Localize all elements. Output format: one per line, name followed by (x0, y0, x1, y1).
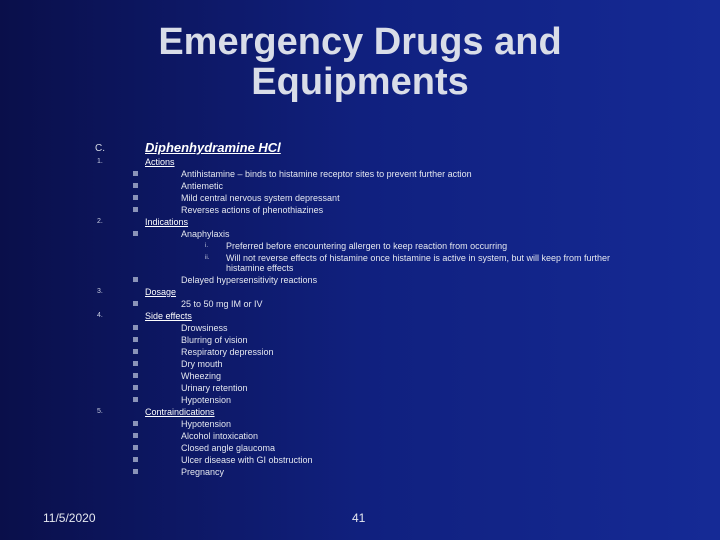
square-bullet-icon (133, 457, 138, 462)
list-item (0, 168, 720, 180)
square-bullet-icon (133, 385, 138, 390)
list-item (0, 346, 720, 358)
section-heading-row (0, 406, 720, 418)
section-number: 5. (97, 408, 103, 415)
section-number: 4. (97, 312, 103, 319)
list-item-text: Pregnancy (181, 467, 225, 477)
section-heading: Dosage (145, 287, 177, 297)
section-heading: Actions (145, 157, 175, 167)
list-item (0, 192, 720, 204)
list-item-text: Reverses actions of phenothiazines (181, 205, 324, 215)
list-item (0, 370, 720, 382)
square-bullet-icon (133, 469, 138, 474)
list-item-text: Antiemetic (181, 181, 224, 191)
slide-title (0, 22, 720, 102)
square-bullet-icon (133, 207, 138, 212)
list-item-text: Drowsiness (181, 323, 228, 333)
square-bullet-icon (133, 183, 138, 188)
list-item (0, 430, 720, 442)
sub-list-item (0, 240, 720, 252)
list-item (0, 180, 720, 192)
section-heading: Contraindications (145, 407, 215, 417)
list-item-text: Blurring of vision (181, 335, 248, 345)
list-item-text: Ulcer disease with GI obstruction (181, 455, 313, 465)
square-bullet-icon (133, 171, 138, 176)
list-item-text: Hypotension (181, 419, 232, 429)
list-item (0, 418, 720, 430)
list-item-text: Alcohol intoxication (181, 431, 259, 441)
square-bullet-icon (133, 301, 138, 306)
section-heading-row (0, 156, 720, 168)
square-bullet-icon (133, 421, 138, 426)
square-bullet-icon (133, 433, 138, 438)
slide-title-line-1: Emergency Drugs and (158, 21, 562, 63)
square-bullet-icon (133, 231, 138, 236)
list-item-text: Antihistamine – binds to histamine receptor sites to prevent further action (181, 169, 472, 179)
list-item (0, 274, 720, 286)
section-heading-row (0, 216, 720, 228)
sub-list-item-continuation (0, 262, 720, 274)
list-item-text: Urinary retention (181, 383, 248, 393)
section-number: 1. (97, 158, 103, 165)
drug-header (0, 140, 720, 156)
sub-list-item-text: histamine effects (226, 263, 294, 273)
list-item (0, 382, 720, 394)
section-heading-row (0, 286, 720, 298)
square-bullet-icon (133, 397, 138, 402)
square-bullet-icon (133, 373, 138, 378)
list-item (0, 358, 720, 370)
square-bullet-icon (133, 361, 138, 366)
list-item-text: Mild central nervous system depressant (181, 193, 340, 203)
square-bullet-icon (133, 445, 138, 450)
list-item (0, 322, 720, 334)
section-heading: Side effects (145, 311, 192, 321)
square-bullet-icon (133, 349, 138, 354)
section-number: 2. (97, 218, 103, 225)
list-item-text: Wheezing (181, 371, 222, 381)
list-item (0, 204, 720, 216)
slide-date: 11/5/2020 (43, 511, 96, 525)
section-number: 3. (97, 288, 103, 295)
sub-list-item-text: Preferred before encountering allergen to keep reaction from occurring (226, 241, 508, 251)
list-item-text: Closed angle glaucoma (181, 443, 276, 453)
slide-title-line-2: Equipments (251, 61, 469, 103)
list-item-text: 25 to 50 mg IM or IV (181, 299, 263, 309)
drug-name: Diphenhydramine HCl (145, 140, 281, 155)
list-item (0, 298, 720, 310)
list-item-text: Delayed hypersensitivity reactions (181, 275, 318, 285)
list-item (0, 442, 720, 454)
list-item (0, 228, 720, 240)
section-heading: Indications (145, 217, 189, 227)
square-bullet-icon (133, 325, 138, 330)
square-bullet-icon (133, 195, 138, 200)
list-item (0, 394, 720, 406)
list-item-text: Anaphylaxis (181, 229, 230, 239)
section-letter: C. (95, 143, 105, 154)
roman-numeral: i. (205, 243, 208, 249)
list-item (0, 334, 720, 346)
list-item-text: Dry mouth (181, 359, 223, 369)
roman-numeral: ii. (205, 255, 210, 261)
list-item (0, 454, 720, 466)
page-number: 41 (352, 511, 366, 525)
list-item-text: Hypotension (181, 395, 232, 405)
square-bullet-icon (133, 277, 138, 282)
list-item-text: Respiratory depression (181, 347, 274, 357)
section-heading-row (0, 310, 720, 322)
sub-list-item-text: Will not reverse effects of histamine once histamine is active in system, but will keep from further (226, 253, 610, 263)
list-item (0, 466, 720, 478)
square-bullet-icon (133, 337, 138, 342)
